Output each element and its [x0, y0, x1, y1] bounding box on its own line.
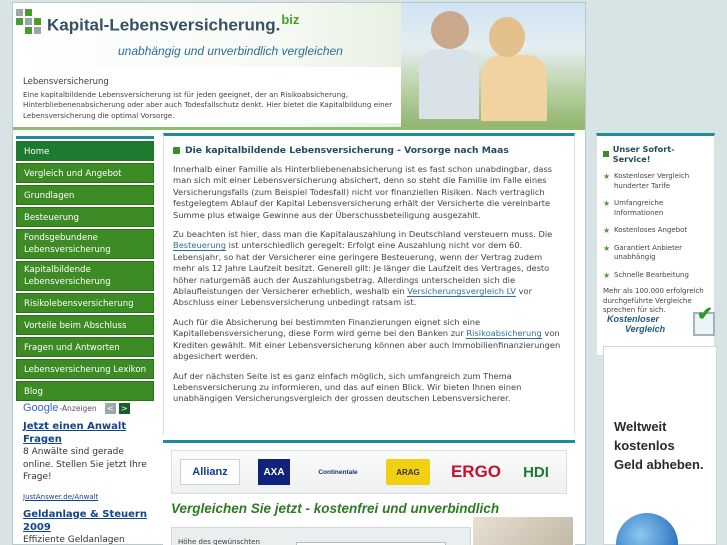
google-logo: Google: [23, 402, 59, 414]
insurer-logo-row: [171, 450, 567, 494]
service-item: ★ Umfangreiche Informationen: [603, 199, 664, 217]
ads-label: -Anzeigen: [59, 403, 97, 413]
star-icon: ★: [603, 199, 611, 208]
star-icon: ★: [603, 243, 611, 253]
nav-item-blog[interactable]: Blog: [16, 381, 154, 401]
form-label: Höhe des gewünschten: [178, 538, 260, 545]
site-slogan: unabhängig und unverbindlich vergleichen: [118, 44, 343, 58]
insurer-logos-panel: [163, 440, 575, 545]
nav-item-fragen[interactable]: Fragen und Antworten: [16, 337, 154, 357]
article-paragraph: Zu beachten ist hier, dass man die Kapitalauszahlung in Deutschland versteuern muss. Die Besteuerung ist unterschiedlich geregelt: Erfolgt eine Auszahlung nicht vor dem 60. Lebensjahr, so hat der Versicherer eine geringere Besteuerung, wenn der Vertrag zudem mehr als 12 Jahre Laufzeit besitzt. Generell gilt: Je länger die Laufzeit des Vertrages, desto höher naturgemäß auch der Auszahlungsbetrag. Allerdings unterscheiden sich die Ablaufleistungen der Versicherer erheblich, weshalb ein Versicherungsvergleich LV vor Abschluss einer Lebensversicherung unbedingt ratsam ist.: [173, 229, 553, 308]
service-item: ★ Kostenloser Vergleich hunderter Tarife: [603, 172, 690, 190]
service-item: ★ Schnelle Bearbeitung: [603, 270, 689, 280]
compare-banner: Vergleichen Sie jetzt - kostenfrei und unverbindlich: [171, 501, 500, 516]
star-icon: ★: [603, 270, 611, 280]
article-paragraph: Auf der nächsten Seite ist es ganz einfach möglich, sich umfangreich zum Thema Lebensversicherung zu informieren, und das auf einen Blick. Wir bieten Ihnen einen unabhängigen Versicherungsvergleich der grossen deutschen Lebensversicherer.: [173, 370, 522, 404]
banner-line: Weltweit: [614, 419, 667, 434]
header-divider: [13, 127, 586, 130]
checkmark-icon: [693, 312, 715, 336]
service-box: [596, 133, 715, 355]
article-paragraph: Innerhalb einer Familie als Hinterbliebenenabsicherung ist es fast schon unabdingbar, dass man sich mit einer Lebensversicherung absichert, denn so steht die Familie im Falle eines Versicherungsfalls (zum Beispiel Todesfall) nicht vor finanziellen Risiken. Nach vertraglich festgelegtem Ablauf der Kapital Lebensversicherung erhält der Versicherte die vereinbarte Summe plus etwaige Gewinne aus der Überschussbeteiligung ausgezahlt.: [173, 164, 553, 220]
google-ads: [23, 401, 151, 545]
service-title: Unser Sofort-Service!: [603, 144, 708, 164]
ad-banner[interactable]: [603, 346, 717, 545]
ads-header: [23, 401, 151, 415]
header-photo: [401, 3, 586, 130]
link-risikoabsicherung[interactable]: Risikoabsicherung: [466, 328, 542, 339]
calculator-image: [473, 517, 573, 545]
arag-logo[interactable]: ARAG: [386, 459, 430, 485]
compare-form: [171, 527, 471, 545]
link-besteuerung[interactable]: Besteuerung: [173, 240, 227, 251]
nav-item-risiko[interactable]: Risikolebensversicherung: [16, 293, 154, 313]
article-paragraph: Auch für die Absicherung bei bestimmten Finanzierungen eignet sich eine Kapitallebensversicherung, diese Form wird gerne bei den Banken zur Risikoabsicherung von Krediten gewählt. Mit einer Lebensversicherung können aber auch Immobilienfinanzierungen abgesichert werden.: [173, 316, 561, 362]
nav-item-vergleich[interactable]: Vergleich und Angebot: [16, 163, 154, 183]
nav-item-grundlagen[interactable]: Grundlagen: [16, 185, 154, 205]
nav-item-vorteile[interactable]: Vorteile beim Abschluss: [16, 315, 154, 335]
bullet-icon: [603, 151, 609, 157]
service-note: Mehr als 100.000 erfolgreich durchgeführte Vergleiche sprechen für sich.: [603, 287, 704, 314]
nav-item-kapitalbildende[interactable]: Kapitalbildende Lebensversicherung: [16, 261, 154, 291]
banner-line: kostenlos: [614, 438, 675, 453]
star-icon: ★: [603, 226, 611, 235]
article-title: Die kapitalbildende Lebensversicherung - Vorsorge nach Maas: [173, 145, 564, 156]
star-icon: ★: [603, 172, 611, 181]
ad-text: 8 Anwälte sind gerade online. Stellen Sie jetzt Ihre Frage!: [23, 447, 147, 482]
main-article: [163, 133, 575, 435]
ad-url[interactable]: JustAnswer.de/Anwalt: [23, 492, 99, 501]
header: [13, 3, 586, 130]
kostenloser-vergleich-badge[interactable]: Kostenloser Vergleich ✔: [607, 314, 665, 334]
intro-text: Eine kapitalbildende Lebensversicherung ist für jeden geeignet, der an Risikoabsicherung, Hinterbliebenenabsicherung oder aber auch Todesfallschutz denkt. Hier bietet die Kapitalbildung einer Lebensversicherung die optimal Vorsorge.: [23, 89, 393, 120]
main-navigation: [16, 136, 154, 401]
service-item: ★ Kostenloses Angebot: [603, 226, 688, 235]
ad-text: Effiziente Geldanlagen: [23, 534, 125, 545]
ads-prev-button[interactable]: <: [105, 403, 116, 414]
axa-logo[interactable]: AXA: [258, 459, 290, 485]
nav-item-home[interactable]: Home: [16, 141, 154, 161]
intro-heading: Lebensversicherung: [23, 77, 109, 87]
continentale-logo[interactable]: Continentale: [318, 468, 358, 476]
ergo-logo[interactable]: ERGO: [450, 462, 502, 481]
nav-item-fondsgebundene[interactable]: Fondsgebundene Lebensversicherung: [16, 229, 154, 259]
link-versicherungsvergleich[interactable]: Versicherungsvergleich LV: [407, 286, 516, 297]
allianz-logo[interactable]: Allianz: [180, 459, 240, 485]
banner-line: Geld abheben.: [614, 457, 704, 472]
bullet-icon: [173, 147, 180, 154]
nav-item-lexikon[interactable]: Lebensversicherung Lexikon: [16, 359, 154, 379]
service-item: ★ Garantiert Anbieter unabhängig: [603, 243, 683, 261]
intro-box: [13, 67, 401, 123]
globe-icon: [616, 513, 678, 545]
ad-title[interactable]: Jetzt einen Anwalt Fragen: [23, 421, 127, 445]
nav-item-besteuerung[interactable]: Besteuerung: [16, 207, 154, 227]
hdi-logo[interactable]: HDI: [523, 463, 549, 481]
ads-next-button[interactable]: >: [119, 403, 130, 414]
logo-icon[interactable]: [16, 9, 42, 35]
site-logo-text[interactable]: Kapital-Lebensversicherung.$^{biz}$: [47, 12, 300, 35]
ad-title[interactable]: Geldanlage & Steuern 2009: [23, 508, 147, 533]
